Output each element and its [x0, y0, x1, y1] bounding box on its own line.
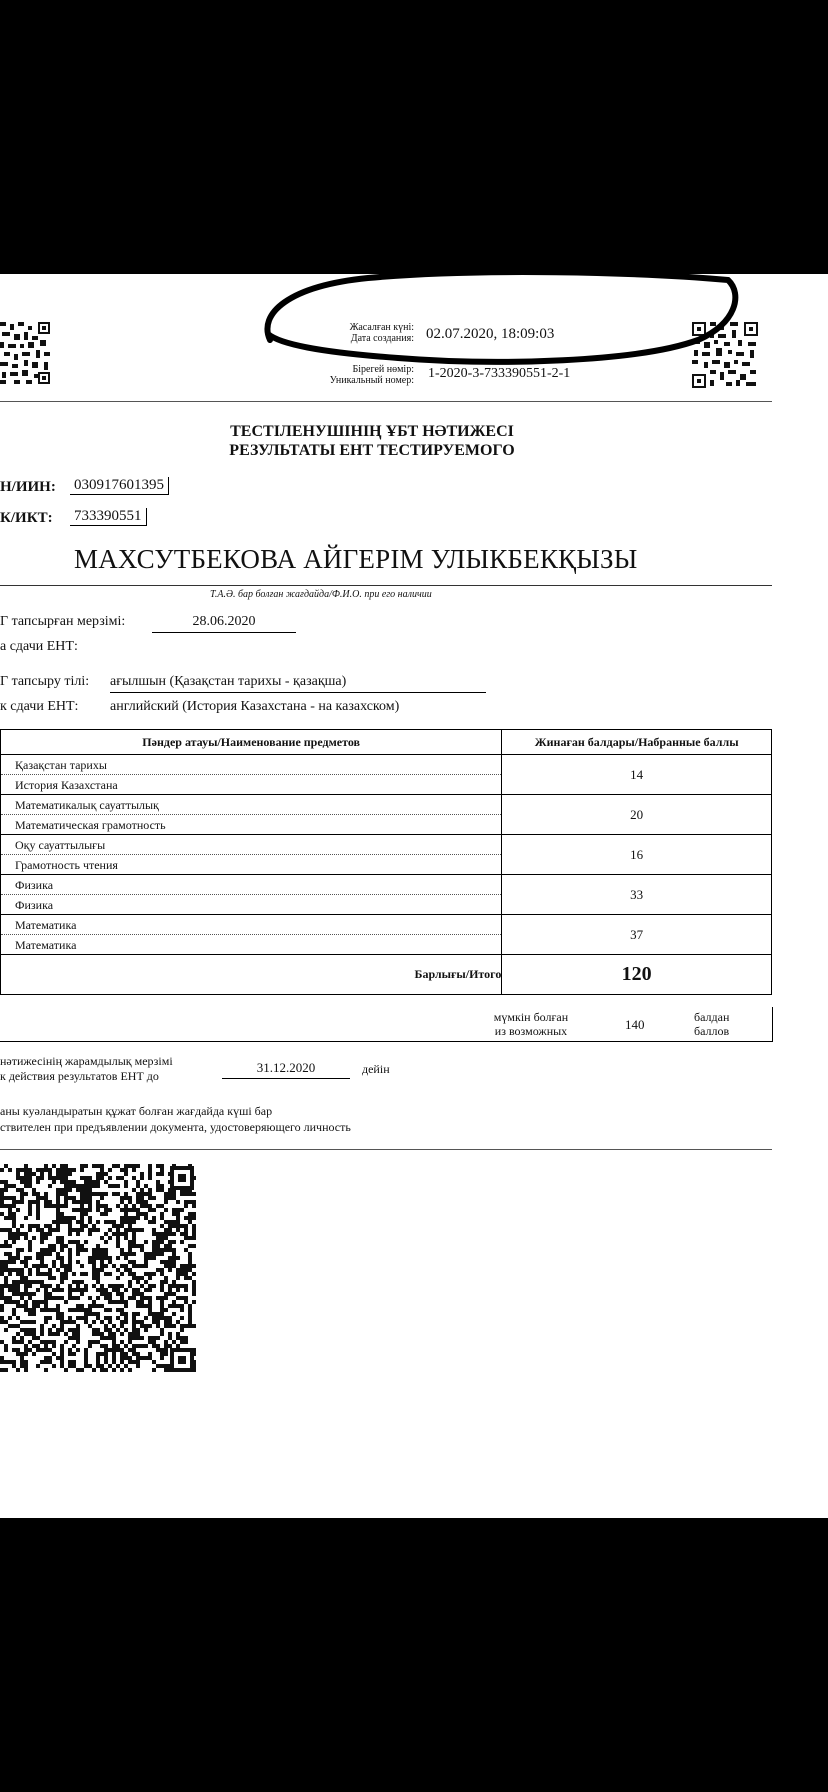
points-kz: балдан	[694, 1010, 730, 1024]
subject-kz: Қазақстан тарихы	[1, 755, 501, 775]
subject-kz: Математика	[1, 915, 501, 935]
document-page	[0, 274, 828, 1518]
validity-suffix: дейін	[362, 1062, 390, 1076]
qr-code-large	[0, 1164, 196, 1374]
subject-score: 20	[502, 795, 772, 835]
exam-lang-label-kz: Г тапсыру тілі:	[0, 674, 90, 689]
exam-lang-label-ru: к сдачи ЕНТ:	[0, 699, 79, 714]
col-score-header: Жинаған балдары/Набранные баллы	[502, 730, 772, 755]
exam-lang-value-kz: ағылшын (Қазақстан тарихы - қазақша)	[110, 674, 486, 693]
total-row	[1, 955, 772, 995]
table-row	[1, 875, 772, 915]
subject-ru: Грамотность чтения	[15, 858, 118, 872]
subject-kz: Математикалық сауаттылық	[1, 795, 501, 815]
possible-kz: мүмкін болған	[493, 1010, 569, 1024]
subject-kz: Оқу сауаттылығы	[1, 835, 501, 855]
unique-label-kz: Бірегей нөмір:	[352, 364, 414, 375]
validity-note-kz: аны куәландыратын құжат болған жағдайда күші бар	[0, 1104, 273, 1118]
subject-ru: Физика	[15, 898, 54, 912]
created-label-ru: Дата создания:	[350, 333, 414, 344]
exam-lang-value-ru: английский (История Казахстана - на казахском)	[110, 699, 400, 714]
exam-date-value: 28.06.2020	[152, 614, 296, 633]
table-row	[1, 795, 772, 835]
table-row	[1, 835, 772, 875]
table-row	[1, 755, 772, 795]
title-ru: РЕЗУЛЬТАТЫ ЕНТ ТЕСТИРУЕМОГО	[229, 442, 515, 459]
qr-code-top-left	[0, 320, 52, 386]
possible-row	[0, 1007, 773, 1042]
unique-value: 1-2020-3-733390551-2-1	[428, 366, 571, 381]
subject-ru: История Казахстана	[15, 778, 118, 792]
subject-score: 14	[502, 755, 772, 795]
exam-date-label-ru: а сдачи ЕНТ:	[0, 639, 78, 654]
validity-label-kz: нәтижесінің жарамдылық мерзімі	[0, 1054, 173, 1068]
ikt-label: К/ИКТ:	[0, 510, 53, 526]
iin-label: Н/ИИН:	[0, 479, 56, 495]
subject-score: 33	[502, 875, 772, 915]
header-divider	[0, 401, 772, 402]
subject-ru: Математическая грамотность	[15, 818, 166, 832]
validity-label-ru: к действия результатов ЕНТ до	[0, 1069, 159, 1083]
title-kz: ТЕСТІЛЕНУШІНІҢ ҰБТ НӘТИЖЕСІ	[230, 423, 514, 440]
validity-value: 31.12.2020	[222, 1060, 350, 1079]
subject-ru: Математика	[15, 938, 77, 952]
validity-note-ru: ствителен при предъявлении документа, удостоверяющего личность	[0, 1120, 351, 1134]
handwritten-circle-annotation	[258, 274, 748, 374]
points-ru: баллов	[694, 1024, 730, 1038]
possible-value: 140	[625, 1017, 645, 1032]
subject-kz: Физика	[1, 875, 501, 895]
name-caption: Т.А.Ә. бар болған жағдайда/Ф.И.О. при его наличии	[210, 589, 432, 600]
unique-label-ru: Уникальный номер:	[329, 375, 414, 386]
exam-date-label-kz: Г тапсырған мерзімі:	[0, 614, 126, 629]
subject-score: 16	[502, 835, 772, 875]
iin-value: 030917601395	[70, 477, 169, 495]
total-label: Барлығы/Итого	[1, 955, 502, 995]
created-label-kz: Жасалған күні:	[349, 322, 414, 333]
footer-divider	[0, 1149, 772, 1150]
col-subject-header: Пәндер атауы/Наименование предметов	[1, 730, 502, 755]
name-divider	[0, 585, 772, 586]
possible-ru: из возможных	[494, 1024, 568, 1038]
table-header-row	[1, 730, 772, 755]
subjects-table	[0, 729, 772, 995]
ikt-value: 733390551	[70, 508, 147, 526]
created-value: 02.07.2020, 18:09:03	[426, 326, 555, 342]
table-row	[1, 915, 772, 955]
full-name: МАХСУТБЕКОВА АЙГЕРІМ УЛЫКБЕКҚЫЗЫ	[74, 544, 638, 574]
total-value: 120	[502, 955, 772, 995]
subject-score: 37	[502, 915, 772, 955]
